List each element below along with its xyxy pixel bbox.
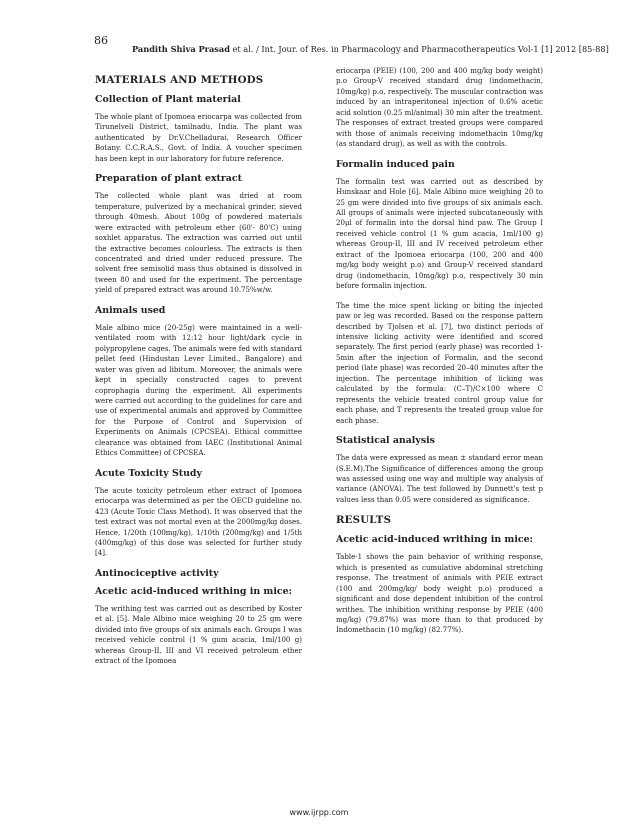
- page-number: 86: [94, 34, 108, 47]
- heading-animals: Animals used: [95, 304, 166, 316]
- header-author: Pandith Shiva Prasad: [132, 44, 230, 54]
- paragraph-formalin-1: The formalin test was carried out as described by Hunskaar and Hole [6]. Male Albino mice weighing 20 to 25 gm were divided into five groups of six animals each. All groups of animals were injected subcutaneously with 20μl of formalin into the dorsal hind paw. The Group I received vehicle control (1 % gum acacia, 1ml/100 g) whereas Group-II, III and IV received petroleum ether extract of the Ipomoea eriocarpa (100, 200 and 400 mg/kg body weight p.o) and Group-V received standard drug (indomethacin, 10mg/kg) p.o, respectively 30 min before formalin injection.: [336, 176, 543, 291]
- heading-materials-methods: MATERIALS AND METHODS: [95, 74, 264, 86]
- paragraph-continued: eriocarpa (PEIE) (100, 200 and 400 mg/kg body weight) p.o Group-V received standard drug (indomethacin, 10mg/kg) p.o, respectively. The muscular contraction was induced by an intraperitoneal injection of 0.6% acetic acid solution (0.25 ml/animal) 30 min after the treatment. The responses of extract treated groups were compared with those of animals receiving indomethacin 10mg/kg (as standard drug), as well as with the controls.: [336, 66, 544, 149]
- heading-toxicity: Acute Toxicity Study: [95, 467, 202, 479]
- left-column: [95, 66, 302, 676]
- heading-formalin: Formalin induced pain: [336, 158, 455, 170]
- paragraph-preparation: The collected whole plant was dried at room temperature, pulverized by a mechanical grinder, sieved through 40mesh. About 100g of powdered materials were extracted with petroleum ether (60'- 80'C) using soxhlet apparatus. The extraction was carried out until the extractive becomes colourless. The extracts is then concentrated and dried under reduced pressure. The solvent free semisolid mass thus obtained is dissolved in tween 80 and used for the experiment. The percentage yield of prepared extract was around 10.75%w/w.: [95, 191, 302, 295]
- paragraph-toxicity: The acute toxicity petroleum ether extract of Ipomoea eriocarpa was determined as per the OECD guideline no. 423 (Acute Toxic Class Method). It was observed that the test extract was not mortal even at the 2000mg/kg doses. Hence, 1/20th (100mg/kg), 1/10th (200mg/kg) and 1/5th (400mg/kg) of this dose was selected for further study [4].: [95, 485, 302, 558]
- right-column: [336, 66, 543, 645]
- heading-acetic-results: Acetic acid-induced writhing in mice:: [336, 534, 534, 546]
- heading-preparation: Preparation of plant extract: [95, 173, 242, 185]
- paragraph-results: Table-1 shows the pain behavior of writhing response, which is presented as cumulative abdominal stretching response. The treatment of animals with PEIE extract (100 and 200mg/kg/ body weight p.o) produced a significant and dose dependent inhibition of the control writhes. The inhibition writhing response by PEIE (400 mg/kg) (79.87%) was more than to that produced by Indomethacin (10 mg/kg) (82.77%).: [336, 552, 543, 635]
- paragraph-formalin-2: The time the mice spent licking or biting the injected paw or leg was recorded. Based on the response pattern described by Tjolsen et al. [7], two distinct periods of intensive licking activity were identified and scored separately. The first period (early phase) was recorded 1- 5min after the injection of Formalin, and the second period (late phase) was recorded 20–40 minutes after the injection. The percentage inhibition of licking was calculated by the formula: (C–T)/C×100 where C represents the vehicle treated control group value for each phase, and T represents the treated group value for each phase.: [336, 300, 543, 425]
- heading-acetic-writhing: Acetic acid-induced writhing in mice:: [95, 585, 293, 597]
- heading-collection: Collection of Plant material: [95, 94, 241, 105]
- paragraph-animals: Male albino mice (20-25g) were maintained in a well-ventilated room with 12:12 hour light/dark cycle in polypropylene cages. The animals were fed with standard pellet feed (Hindustan Lever Limited., Bangalore) and water was given ad libitum. Moreover, the animals were kept in specially constructed cages to prevent coprophagia during the experiment. All experiments were carried out according to the guidelines for care and use of experimental animals and approved by Committee for the Purpose of Control and Supervision of Experiments on Animals (CPCSEA). Ethical committee clearance was obtained from IAEC (Institutional Animal Ethics Committee) of CPCSEA.: [95, 322, 302, 458]
- heading-results: RESULTS: [336, 514, 392, 527]
- header-journal: et al. / Int. Jour. of Res. in Pharmacology and Pharmacotherapeutics Vol-1 [1] 2012 [85-88]: [229, 44, 609, 54]
- footer-url[interactable]: www.ijrpp.com: [289, 808, 349, 817]
- paragraph-collection: The whole plant of Ipomoea eriocarpa was collected from Tirunelveli District, tamilnadu, India. The plant was authenticated by Dr.V.Chelladurai, Research Officer Botany. C.C.R.A.S., Govt. of India. A voucher specimen has been kept in our laboratory for future reference.: [95, 112, 302, 163]
- heading-antinociceptive: Antinociceptive activity: [95, 567, 219, 579]
- paragraph-statistical: The data were expressed as mean ± standard error mean (S.E.M).The Significance of differences among the group was assessed using one way and multiple way analysis of variance (ANOVA). The test followed by Dunnett's test p values less than 0.05 were considered as significance.: [336, 453, 543, 504]
- running-header: [132, 44, 609, 54]
- paragraph-acetic-writhing: The writhing test was carried out as described by Koster et al. [5]. Male Albino mice weighing 20 to 25 gm were divided into five groups of six animals each. Groups I was received vehicle control (1 % gum acacia, 1ml/100 g) whereas Group-II, III and VI received petroleum ether extract of the Ipomoea: [95, 603, 302, 666]
- heading-statistical: Statistical analysis: [336, 435, 435, 447]
